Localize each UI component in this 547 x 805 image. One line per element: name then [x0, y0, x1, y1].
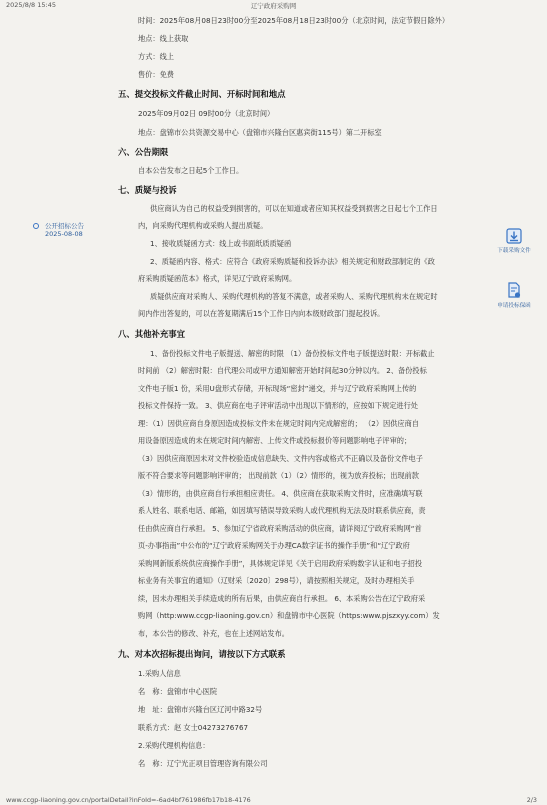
doc-line: 理：（1）因供应商自身原因造成投标文件未在规定时间内完成解密的； （2）因供应商自 [138, 419, 419, 428]
doc-line: 地 址：盘锦市兴隆台区辽河中路32号 [138, 705, 263, 714]
doc-line: 名 称：盘锦市中心医院 [138, 687, 218, 696]
doc-line: 1、备份投标文件电子版提送、解密的时限 （1）备份投标文件电子版提送时限：开标截止 [150, 349, 435, 358]
doc-line: 购网（http:www.ccgp-liaoning.gov.cn）和盘锦市中心医院（https:www.pjszxyy.com）发 [138, 611, 440, 620]
print-timestamp: 2025/8/8 15:45 [6, 1, 56, 9]
document-edit-icon [506, 282, 522, 299]
doc-line: 1、接收质疑函方式：线上或书面纸质质疑函 [150, 239, 292, 248]
doc-line: 联系方式：赵 女士04273276767 [138, 723, 249, 732]
doc-line: 标业务有关事宜的通知》（辽财采〔2020〕298号），请按照相关规定，及时办理相关手 [138, 576, 415, 585]
doc-line: 任由供应商自行承担。 5、参加辽宁省政府采购活动的供应商，请详阅辽宁政府采购网“首 [138, 524, 422, 533]
doc-line: 布，本公告的修改、补充，也在上述网站发布。 [138, 629, 289, 638]
section-heading: 六、公告期限 [118, 147, 169, 157]
doc-line: 2、质疑函内容、格式：应符合《政府采购质疑和投诉办法》相关规定和财政部制定的《政 [150, 257, 435, 266]
doc-line: 用设备原因造成的未在规定时间内解密、上传文件或投标报价等问题影响电子评审的； [138, 436, 412, 445]
apply-guarantee-label: 申请投标保函 [497, 303, 531, 309]
print-site-title: 辽宁政府采购网 [250, 2, 297, 10]
doc-line: 文件电子版1 份，采用U盘形式存储，开标现场“密封”递交，并与辽宁政府采购网上传的 [138, 384, 417, 393]
doc-line: 1.采购人信息 [138, 669, 181, 678]
circle-icon [33, 223, 39, 229]
doc-line: 版不符合要求等问题影响评审的； 出现前款（1）（2）情形的，视为放弃投标；出现前款 [138, 471, 419, 480]
section-heading: 七、质疑与投诉 [118, 185, 177, 195]
doc-line: 系人姓名、联系电话、邮箱，如因填写错误导致采购人或代理机构无法及时联系供应商，责 [138, 506, 426, 515]
announcement-type-label: 公开招标公告 [45, 222, 84, 230]
section-heading: 八、其他补充事宜 [118, 329, 185, 339]
section-heading: 五、提交投标文件截止时间、开标时间和地点 [118, 89, 286, 99]
doc-line: 页-办事指南”中公布的“辽宁政府采购网关于办理CA数字证书的操作手册”和“辽宁政府 [138, 541, 410, 550]
doc-line: 时间前 （2）解密时限：自代理公司或甲方通知解密开始时间起30分钟以内。 2、备份投标 [138, 366, 427, 375]
doc-line: （3）情形的，由供应商自行承担相应责任。 4、供应商在获取采购文件时，应准确填写联 [138, 489, 423, 498]
doc-line: 采购网新版系统供应商操作手册”，具体规定详见《关于启用政府采购数字认证和电子招投 [138, 559, 423, 568]
download-icon [506, 228, 522, 244]
print-footer [0, 796, 547, 805]
doc-line: （3）因供应商原因未对文件校验造成信息缺失、文件内容或格式不正确以及备份文件电子 [138, 454, 423, 463]
announcement-date: 2025-08-08 [45, 230, 83, 238]
doc-line: 2.采购代理机构信息： [138, 741, 210, 750]
download-docs-label: 下载采购文件 [497, 248, 531, 254]
doc-line: 售价：免费 [138, 70, 174, 79]
apply-guarantee-button[interactable] [494, 282, 534, 309]
doc-line: 地点：线上获取 [138, 34, 189, 43]
doc-line: 2025年09月02日 09时00分（北京时间） [138, 109, 275, 118]
doc-line: 方式：线上 [138, 52, 174, 61]
announcement-type-link[interactable] [45, 222, 84, 238]
section-heading: 九、对本次招标提出询问，请按以下方式联系 [118, 649, 286, 659]
page-number: 2/3 [526, 796, 537, 804]
document-page [0, 8, 547, 794]
footer-url: www.ccgp-liaoning.gov.cn/portalDetail?inFoId=-6ad4bf761986fb17b18-4176 [6, 796, 251, 804]
doc-line: 自本公告发布之日起5个工作日。 [138, 166, 244, 175]
doc-line: 地点：盘锦市公共资源交易中心（盘锦市兴隆台区惠宾街115号）第二开标室 [138, 128, 382, 137]
doc-line: 内，向采购代理机构或采购人提出质疑。 [138, 221, 268, 230]
doc-line: 名 称：辽宁光正项目管理咨询有限公司 [138, 759, 268, 768]
doc-line: 间内作出答复的，可以在答复期满后15个工作日内向本级财政部门提起投诉。 [138, 309, 385, 318]
doc-line: 续，因未办理相关手续造成的所有后果，由供应商自行承担。 6、本采购公告在辽宁政府采 [138, 594, 426, 603]
doc-line: 时间：2025年08月08日23时00分至2025年08月18日23时00分（北京时间，法定节假日除外） [138, 16, 450, 25]
doc-line: 质疑供应商对采购人、采购代理机构的答复不满意，或者采购人、采购代理机构未在规定时 [150, 292, 438, 301]
download-docs-button[interactable] [494, 228, 534, 254]
doc-line: 府采购质疑函范本》格式，详见辽宁政府采购网。 [138, 274, 297, 283]
doc-line: 供应商认为自己的权益受到损害的，可以在知道或者应知其权益受到损害之日起七个工作日 [150, 204, 438, 213]
doc-line: 投标文件保持一致。 3、供应商在电子评审活动中出现以下情形的，应按如下规定进行处 [138, 401, 418, 410]
